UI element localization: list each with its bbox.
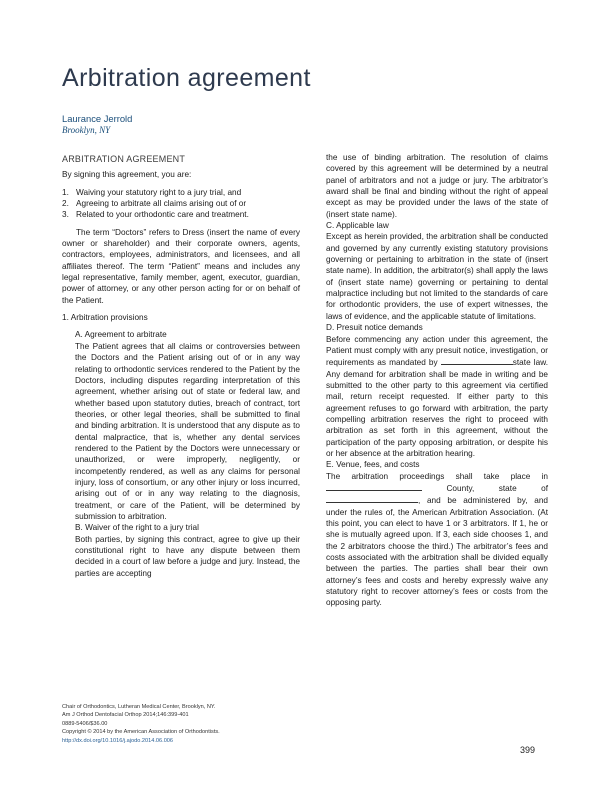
section-c-heading: C. Applicable law [326, 221, 389, 231]
provisions-heading: 1. Arbitration provisions [62, 313, 148, 323]
footnote-citation: Am J Orthod Dentofacial Orthop 2014;146:399-401 [62, 712, 189, 719]
definitions-paragraph: The term “Doctors” refers to Dress (insert the name of every owner or shareholder) and their corporate owners, agents, contractors, employees, administrators, and licensees, and all affiliates thereof. The term “Patient” means and includes any legal representative, family member, agent, executor, guardian, power of attorney, or any other person acting for or on behalf of the Patient. [62, 227, 300, 305]
footnote-issn: 0889-5406/$36.00 [62, 720, 108, 727]
right-column [326, 152, 548, 609]
left-column [62, 154, 300, 579]
section-b-continuation: the use of binding arbitration. The resolution of claims covered by this agreement will be determined by a neutral panel of arbitrators and not a judge or jury. The arbitrator’s award shall be final and binding without the right of appeal except as may be provided under the laws of the state of (insert state name). [326, 153, 548, 219]
page-number: 399 [520, 745, 536, 755]
agreement-heading: ARBITRATION AGREEMENT [62, 154, 186, 164]
section-b-text: Both parties, by signing this contract, agree to give up their constitutional right to have any dispute between them decided in a court of law before a judge and jury. Instead, the parties are accepting [75, 534, 300, 578]
section-e-heading: E. Venue, fees, and costs [326, 460, 420, 470]
section-b-heading: B. Waiver of the right to a jury trial [75, 523, 199, 533]
list-item: 3. Related to your orthodontic care and treatment. [62, 210, 249, 220]
article-title: Arbitration agreement [62, 64, 311, 92]
waiver-list [62, 187, 300, 221]
section-a-heading: A. Agreement to arbitrate [75, 330, 167, 340]
section-d-heading: D. Presuit notice demands [326, 323, 423, 333]
agreement-intro: By signing this agreement, you are: [62, 170, 192, 180]
list-item: 2. Agreeing to arbitrate all claims arising out of or [62, 199, 247, 209]
footnote-affiliation: Chair of Orthodontics, Lutheran Medical Center, Brooklyn, NY. [62, 704, 216, 710]
doi-link[interactable]: http://dx.doi.org/10.1016/j.ajodo.2014.06.006 [62, 737, 174, 744]
footnote-copyright: Copyright © 2014 by the American Association of Orthodontists. [62, 729, 220, 736]
section-e-text: The arbitration proceedings shall take place in County, state of , and be administered by, and under the rules of, the American Arbitration Association. (At this point, you can elect to have 1 or 3 arbitrators. If 1, he or she is mutually agreed upon. If 3, each side chooses 1, and the 2 arbitrators choose the third.) The arbitrator’s fees and costs associated with the arbitration shall be divided equally between the parties. The parties shall bear their own attorney’s fees and costs and hereby expressly waive any statutory right to recover attorney’s fees or costs from the opposing party. [326, 471, 548, 608]
section-a-text: The Patient agrees that all claims or controversies between the Doctors and the Patient arising out of or in any way relating to orthodontic services rendered to the Patient by the Doctors, including disputes regarding interpretation of this agreement, whether arising out of state or federal law, and whether based upon statutory duties, breach of contract, tort theories, or other legal theories, shall be submitted to final and binding arbitration. It is understood that any dispute as to dental malpractice, that is, whether any dental services rendered to the Patient by the Doctors were unnecessary or unauthorized, or were improperly, negligently, or incompetently rendered, as well as any claims for personal injury, loss of consortium, or any other injury or loss incurred, arising out of or in any way relating to the diagnosis, treatment, or care of the Patient, will be determined by submission to arbitration. [75, 341, 300, 521]
article-footnote [62, 703, 302, 745]
author-name: Laurance Jerrold [62, 113, 133, 124]
location-blank [326, 482, 422, 491]
state-blank-2 [326, 494, 418, 503]
state-blank [441, 356, 513, 365]
section-c-text: Except as herein provided, the arbitration shall be conducted and governed by any currently existing statutory provisions governing or pertaining to arbitration in the state of (insert state name). In addition, the arbitrator(s) shall apply the laws of (insert state name) governing or pertaining to dental malpractice including but not limited to the standards of care for orthodontic providers, the use of expert witnesses, the laws of evidence, and the applicable statute of limitations. [326, 232, 548, 321]
section-d-text: Before commencing any action under this agreement, the Patient must comply with any presuit notice, investigation, or requirements as mandated by state law. Any demand for arbitration shall be made in writing and be submitted to the other party to this agreement via certified mail, return receipt requested. If either party to this agreement refuses to go forward with arbitration, the party compelling arbitration reserves the right to proceed with arbitration as set forth in this agreement, without the participation of the party opposing arbitration, or despite his or her absence at the arbitration hearing. [326, 334, 548, 458]
author-affiliation: Brooklyn, NY [62, 125, 111, 135]
list-item: 1. Waiving your statutory right to a jury trial, and [62, 187, 242, 197]
